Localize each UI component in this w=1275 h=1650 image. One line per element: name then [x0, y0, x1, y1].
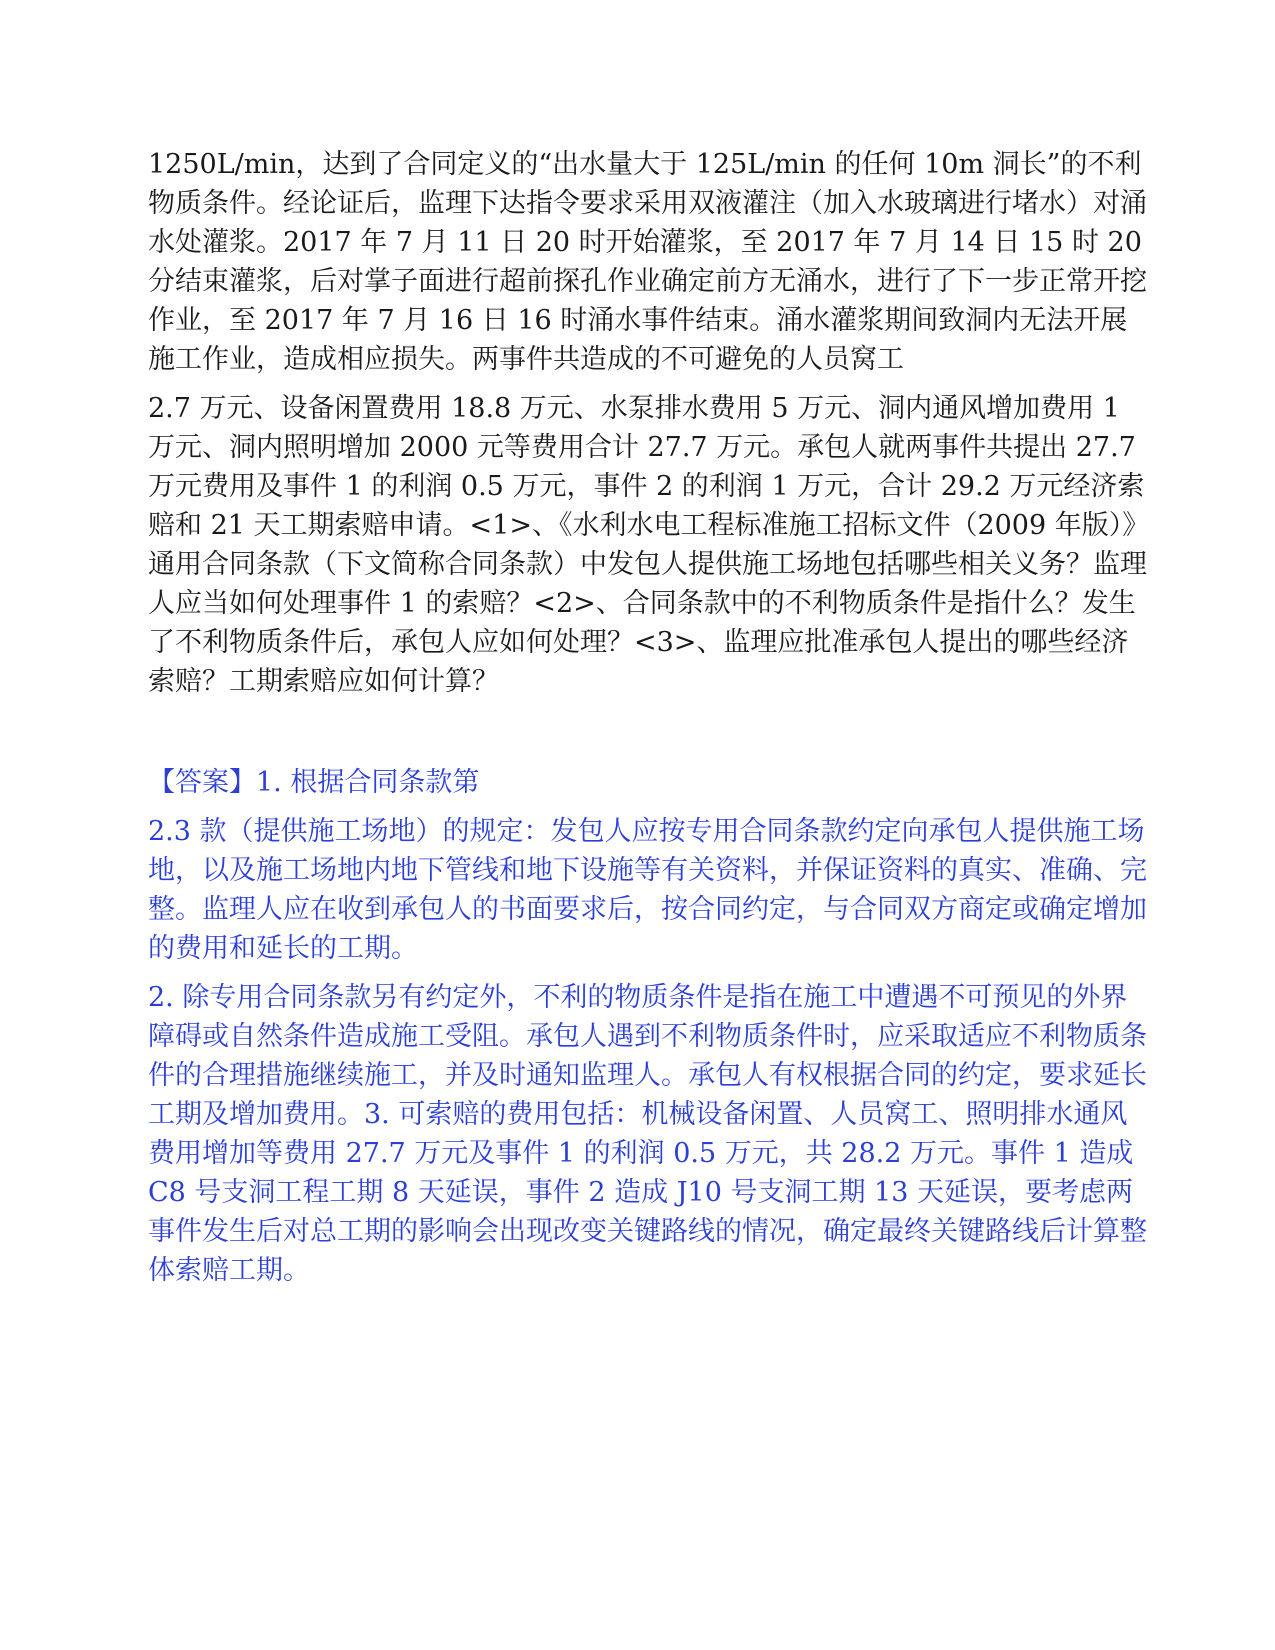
- answer-paragraph-2: 2. 除专用合同条款另有约定外，不利的物质条件是指在施工中遭遇不可预见的外界障碍或自然条件造成施工受阻。承包人遇到不利物质条件时，应采取适应不利物质条件的合理措施继续施工，并及时通知监理人。承包人有权根据合同的约定，要求延长工期及增加费用。3. 可索赔的费用包括：机械设备闲置、人员窝工、照明排水通风费用增加等费用 27.7 万元及事件 1 的利润 0.5 万元，共 28.2 万元。事件 1 造成 C8 号支洞工程工期 8 天延误，事件 2 造成 J10 号支洞工期 13 天延误，要考虑两事件发生后对总工期的影响会出现改变关键路线的情况，确定最终关键路线后计算整体索赔工期。: [148, 982, 1147, 1286]
- document-page: [148, 145, 1148, 1290]
- answer-heading: 【答案】1. 根据合同条款第: [148, 767, 480, 798]
- answer-paragraph-1: 2.3 款（提供施工场地）的规定：发包人应按专用合同条款约定向承包人提供施工场地，以及施工场地内地下管线和地下设施等有关资料，并保证资料的真实、准确、完整。监理人应在收到承包人的书面要求后，按合同约定，与合同双方商定或确定增加的费用和延长的工期。: [148, 816, 1147, 964]
- question-paragraph-1: 1250L/min，达到了合同定义的“出水量大于 125L/min 的任何 10m 洞长”的不利物质条件。经论证后，监理下达指令要求采用双液灌注（加入水玻璃进行堵水）对涌水处灌浆。2017 年 7 月 11 日 20 时开始灌浆，至 2017 年 7 月 14 日 15 时 20 分结束灌浆，后对掌子面进行超前探孔作业确定前方无涌水，进行了下一步正常开挖作业，至 2017 年 7 月 16 日 16 时涌水事件结束。涌水灌浆期间致洞内无法开展施工作业，造成相应损失。两事件共造成的不可避免的人员窝工: [148, 149, 1147, 375]
- question-paragraph-2: 2.7 万元、设备闲置费用 18.8 万元、水泵排水费用 5 万元、洞内通风增加费用 1 万元、洞内照明增加 2000 元等费用合计 27.7 万元。承包人就两事件共提出 27.7 万元费用及事件 1 的利润 0.5 万元，事件 2 的利润 1 万元，合计 29.2 万元经济索赔和 21 天工期索赔申请。<1>、《水利水电工程标准施工招标文件（2009 年版）》通用合同条款（下文简称合同条款）中发包人提供施工场地包括哪些相关义务？监理人应当如何处理事件 1 的索赔？<2>、合同条款中的不利物质条件是指什么？发生了不利物质条件后，承包人应如何处理？<3>、监理应批准承包人提出的哪些经济索赔？工期索赔应如何计算？: [148, 393, 1147, 697]
